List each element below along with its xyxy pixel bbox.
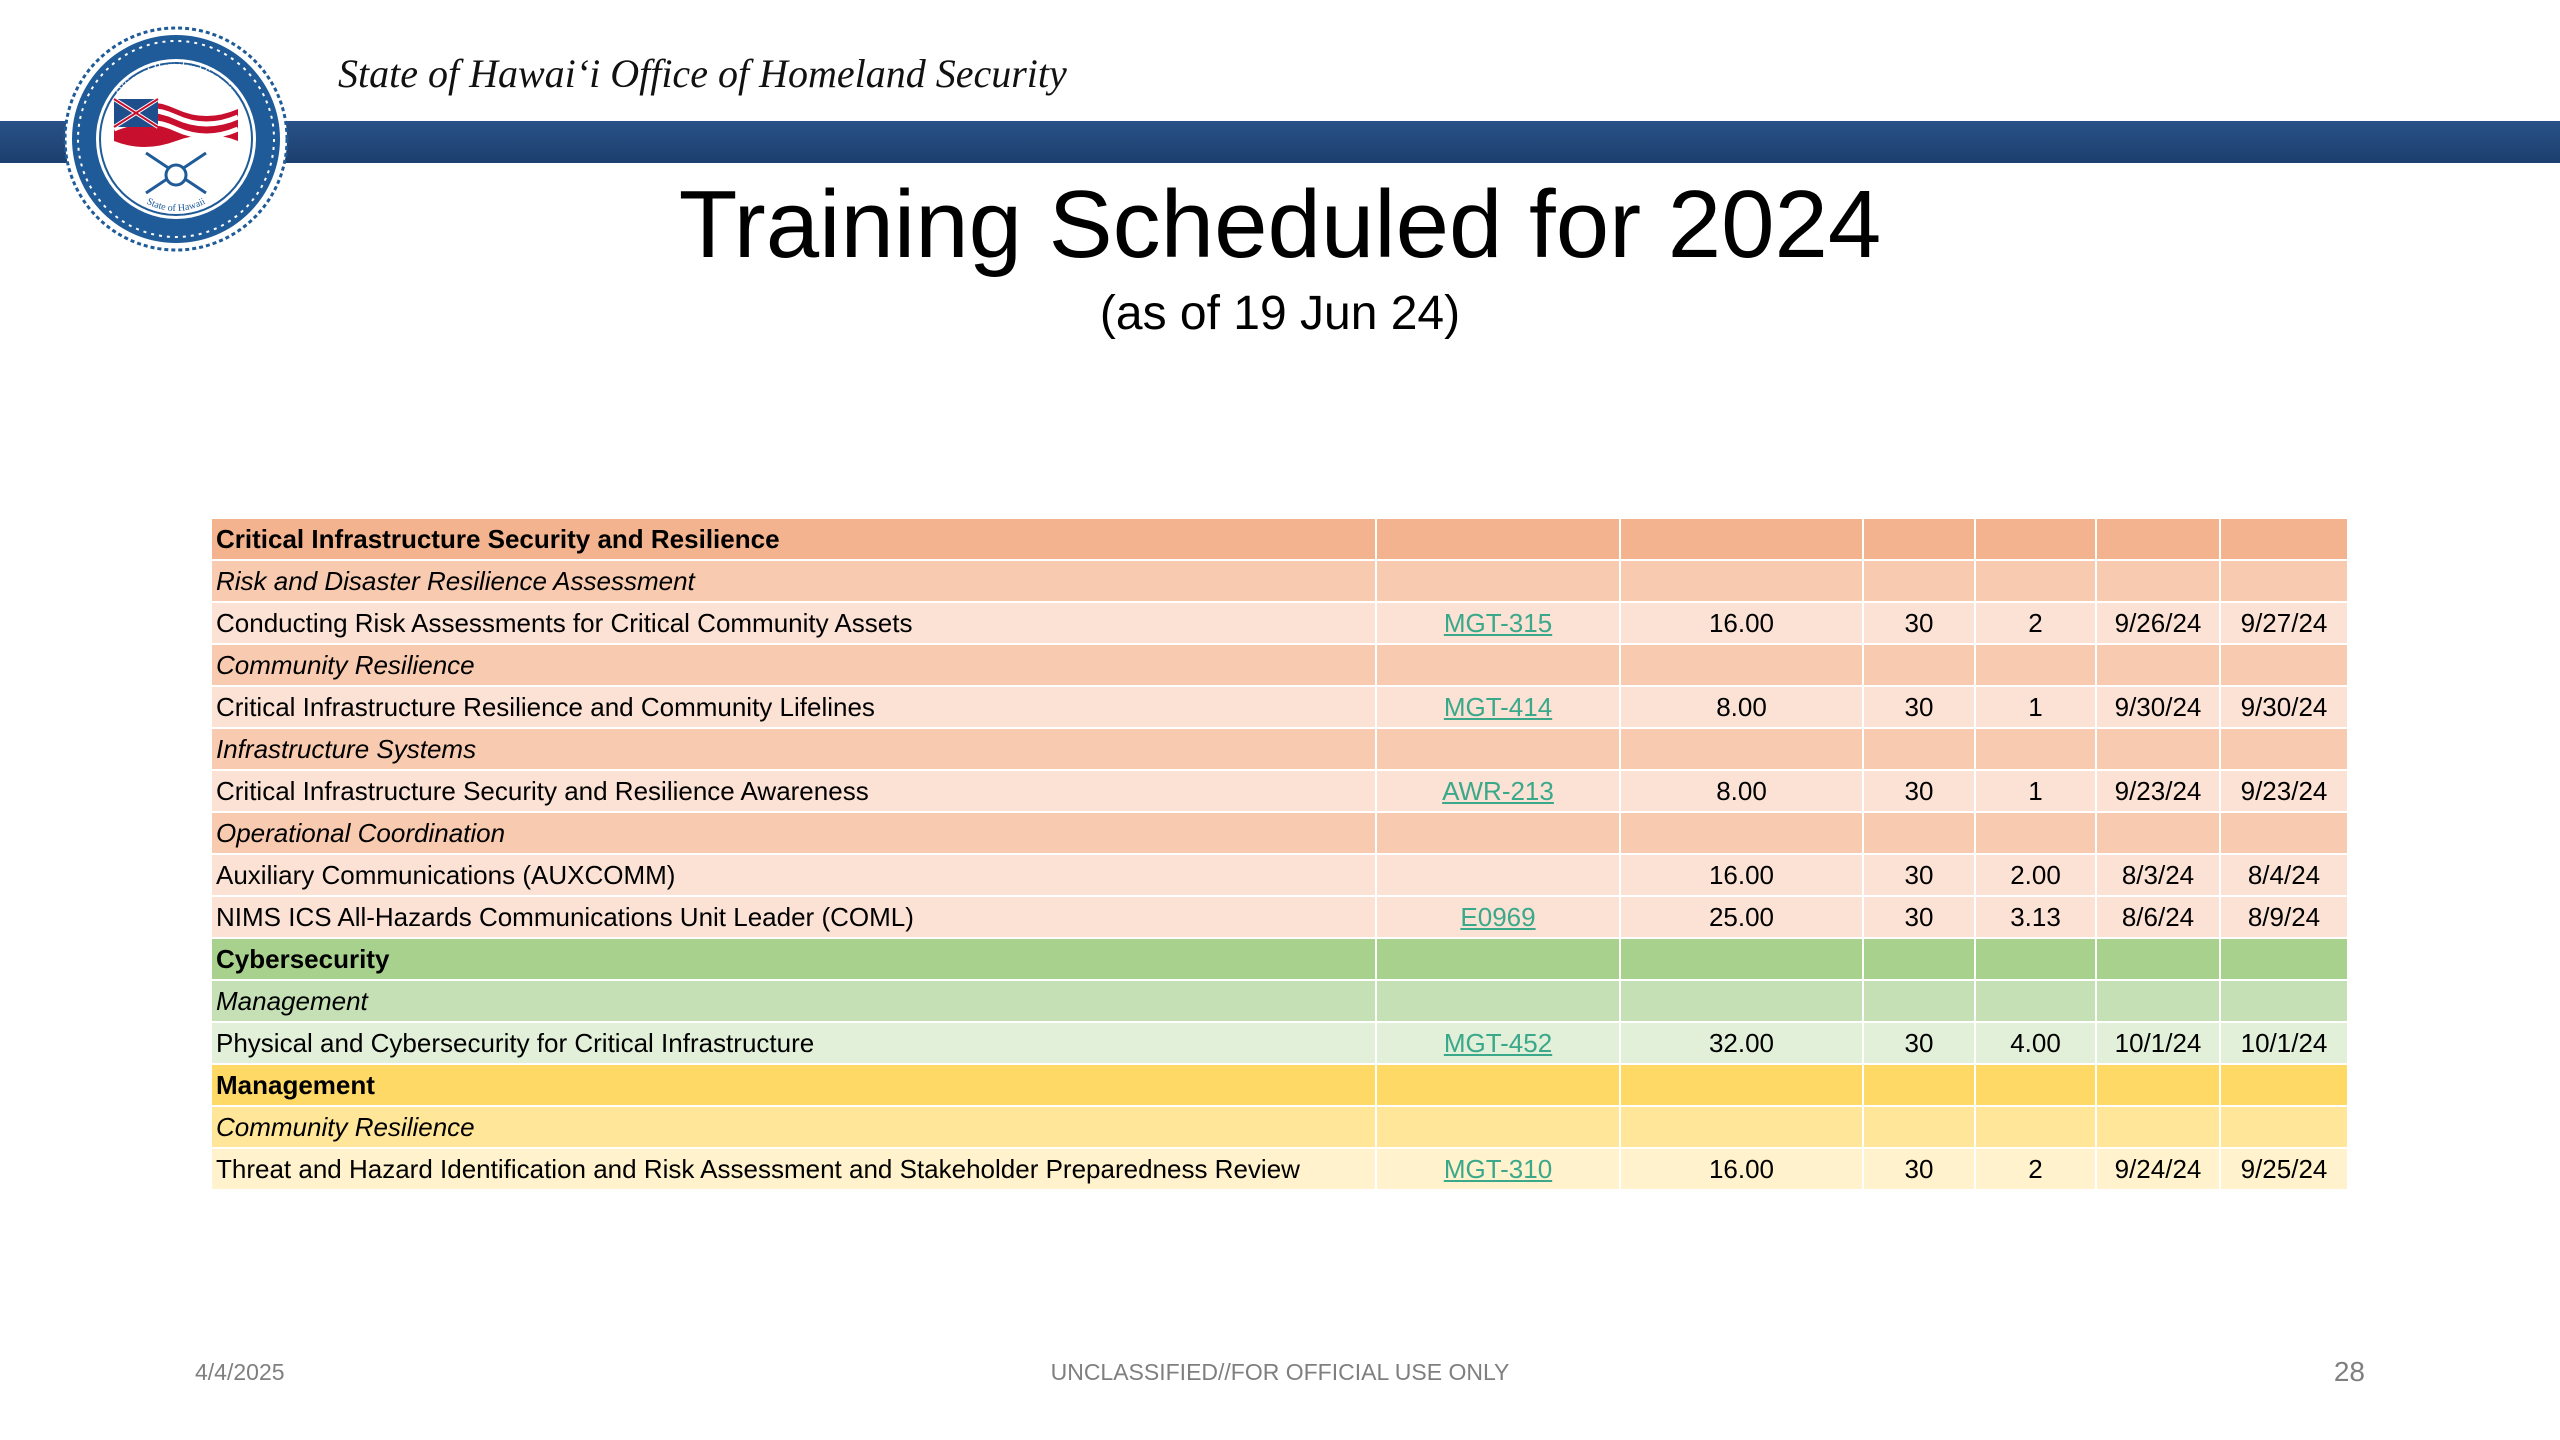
seal-bottom-text: State of Hawaii [144,196,208,215]
empty-cell [1620,1106,1863,1148]
course-end-date: 8/9/24 [2220,896,2348,938]
course-start-date: 8/6/24 [2096,896,2220,938]
course-hours: 25.00 [1620,896,1863,938]
subcategory-label: Infrastructure Systems [212,728,1376,770]
footer-classification: UNCLASSIFIED//FOR OFFICIAL USE ONLY [1050,1359,1510,1385]
course-code-link[interactable]: MGT-310 [1443,1153,1553,1184]
page-subtitle: (as of 19 Jun 24) [1099,287,1461,340]
table-row [212,1148,2348,1190]
course-hours: 16.00 [1620,602,1863,644]
course-days: 2 [1975,602,2096,644]
course-code-link[interactable]: MGT-452 [1443,1027,1553,1058]
course-hours: 16.00 [1620,1148,1863,1190]
empty-cell [1863,644,1975,686]
empty-cell [1376,1064,1620,1106]
header-title: State of Hawaiʻi Office of Homeland Security [338,51,1067,96]
course-code-cell [1376,1022,1620,1064]
course-code-link[interactable]: MGT-414 [1443,691,1553,722]
course-code-link[interactable]: MGT-315 [1443,607,1553,638]
category-label: Management [212,1064,1376,1106]
seal-top-text: Office of Homeland Security [113,59,239,99]
empty-cell [2096,980,2220,1022]
course-code-cell [1376,602,1620,644]
empty-cell [1975,644,2096,686]
subcategory-label: Community Resilience [212,644,1376,686]
empty-cell [2220,812,2348,854]
empty-cell [1863,519,1975,560]
empty-cell [1863,980,1975,1022]
course-days: 2 [1975,1148,2096,1190]
page-title: Training Scheduled for 2024 [678,171,1882,278]
page-number: 28 [2333,1356,2365,1387]
course-hours: 8.00 [1620,686,1863,728]
subcategory-row [212,644,2348,686]
course-days: 2.00 [1975,854,2096,896]
course-end-date: 8/4/24 [2220,854,2348,896]
empty-cell [1975,812,2096,854]
course-title: NIMS ICS All-Hazards Communications Unit Leader (COML) [212,896,1376,938]
empty-cell [2096,728,2220,770]
empty-cell [2096,644,2220,686]
empty-cell [1975,1064,2096,1106]
empty-cell [2220,938,2348,980]
empty-cell [1376,519,1620,560]
empty-cell [2220,980,2348,1022]
empty-cell [2220,1064,2348,1106]
empty-cell [2096,938,2220,980]
course-start-date: 9/24/24 [2096,1148,2220,1190]
table-row [212,896,2348,938]
course-seats: 30 [1863,602,1975,644]
course-end-date: 9/27/24 [2220,602,2348,644]
empty-cell [1620,980,1863,1022]
subcategory-row [212,980,2348,1022]
category-label: Critical Infrastructure Security and Resilience [212,519,1376,560]
category-row [212,519,2348,560]
subcategory-row [212,1106,2348,1148]
empty-cell [1620,728,1863,770]
course-days: 3.13 [1975,896,2096,938]
empty-cell [1863,812,1975,854]
empty-cell [2096,1106,2220,1148]
table-row [212,686,2348,728]
subcategory-row [212,560,2348,602]
course-code-cell [1376,854,1620,896]
empty-cell [2220,519,2348,560]
empty-cell [1376,560,1620,602]
subcategory-row [212,728,2348,770]
course-code-cell [1376,770,1620,812]
empty-cell [1975,938,2096,980]
course-seats: 30 [1863,1022,1975,1064]
course-hours: 8.00 [1620,770,1863,812]
category-label: Cybersecurity [212,938,1376,980]
empty-cell [1620,1064,1863,1106]
table-row [212,602,2348,644]
course-code-cell [1376,1148,1620,1190]
training-schedule-table [212,519,2349,1191]
empty-cell [1620,812,1863,854]
category-row [212,1064,2348,1106]
empty-cell [1376,728,1620,770]
subcategory-label: Operational Coordination [212,812,1376,854]
course-code-link[interactable]: AWR-213 [1442,775,1554,806]
course-end-date: 9/25/24 [2220,1148,2348,1190]
course-seats: 30 [1863,770,1975,812]
empty-cell [1975,1106,2096,1148]
empty-cell [2096,519,2220,560]
course-seats: 30 [1863,896,1975,938]
empty-cell [1620,644,1863,686]
empty-cell [1620,938,1863,980]
empty-cell [1975,728,2096,770]
empty-cell [2220,1106,2348,1148]
course-title: Conducting Risk Assessments for Critical Community Assets [212,602,1376,644]
footer-date: 4/4/2025 [195,1359,285,1385]
course-title: Threat and Hazard Identification and Risk Assessment and Stakeholder Preparedness Review [212,1148,1376,1190]
course-seats: 30 [1863,1148,1975,1190]
empty-cell [1376,938,1620,980]
course-start-date: 9/30/24 [2096,686,2220,728]
empty-cell [1376,812,1620,854]
course-hours: 16.00 [1620,854,1863,896]
table-row [212,1022,2348,1064]
empty-cell [2096,812,2220,854]
empty-cell [1620,560,1863,602]
empty-cell [1376,644,1620,686]
course-start-date: 9/23/24 [2096,770,2220,812]
table-row [212,770,2348,812]
empty-cell [1863,1064,1975,1106]
course-seats: 30 [1863,854,1975,896]
empty-cell [2220,644,2348,686]
subcategory-label: Community Resilience [212,1106,1376,1148]
empty-cell [1863,560,1975,602]
subcategory-label: Management [212,980,1376,1022]
empty-cell [1620,519,1863,560]
table-row [212,854,2348,896]
empty-cell [1863,1106,1975,1148]
course-end-date: 10/1/24 [2220,1022,2348,1064]
course-title: Auxiliary Communications (AUXCOMM) [212,854,1376,896]
empty-cell [1863,728,1975,770]
empty-cell [1975,980,2096,1022]
course-seats: 30 [1863,686,1975,728]
course-days: 1 [1975,770,2096,812]
course-start-date: 10/1/24 [2096,1022,2220,1064]
empty-cell [2096,1064,2220,1106]
empty-cell [2096,560,2220,602]
course-title: Critical Infrastructure Resilience and Community Lifelines [212,686,1376,728]
course-code-link[interactable]: E0969 [1460,901,1536,932]
empty-cell [1975,560,2096,602]
course-title: Physical and Cybersecurity for Critical Infrastructure [212,1022,1376,1064]
course-days: 1 [1975,686,2096,728]
course-end-date: 9/30/24 [2220,686,2348,728]
empty-cell [1376,1106,1620,1148]
course-end-date: 9/23/24 [2220,770,2348,812]
course-hours: 32.00 [1620,1022,1863,1064]
empty-cell [2220,560,2348,602]
course-days: 4.00 [1975,1022,2096,1064]
empty-cell [1376,980,1620,1022]
course-start-date: 8/3/24 [2096,854,2220,896]
category-row [212,938,2348,980]
subcategory-row [212,812,2348,854]
course-code-cell [1376,896,1620,938]
course-title: Critical Infrastructure Security and Resilience Awareness [212,770,1376,812]
header-bar [0,121,2560,163]
course-start-date: 9/26/24 [2096,602,2220,644]
subcategory-label: Risk and Disaster Resilience Assessment [212,560,1376,602]
empty-cell [1863,938,1975,980]
empty-cell [2220,728,2348,770]
empty-cell [1975,519,2096,560]
course-code-cell [1376,686,1620,728]
